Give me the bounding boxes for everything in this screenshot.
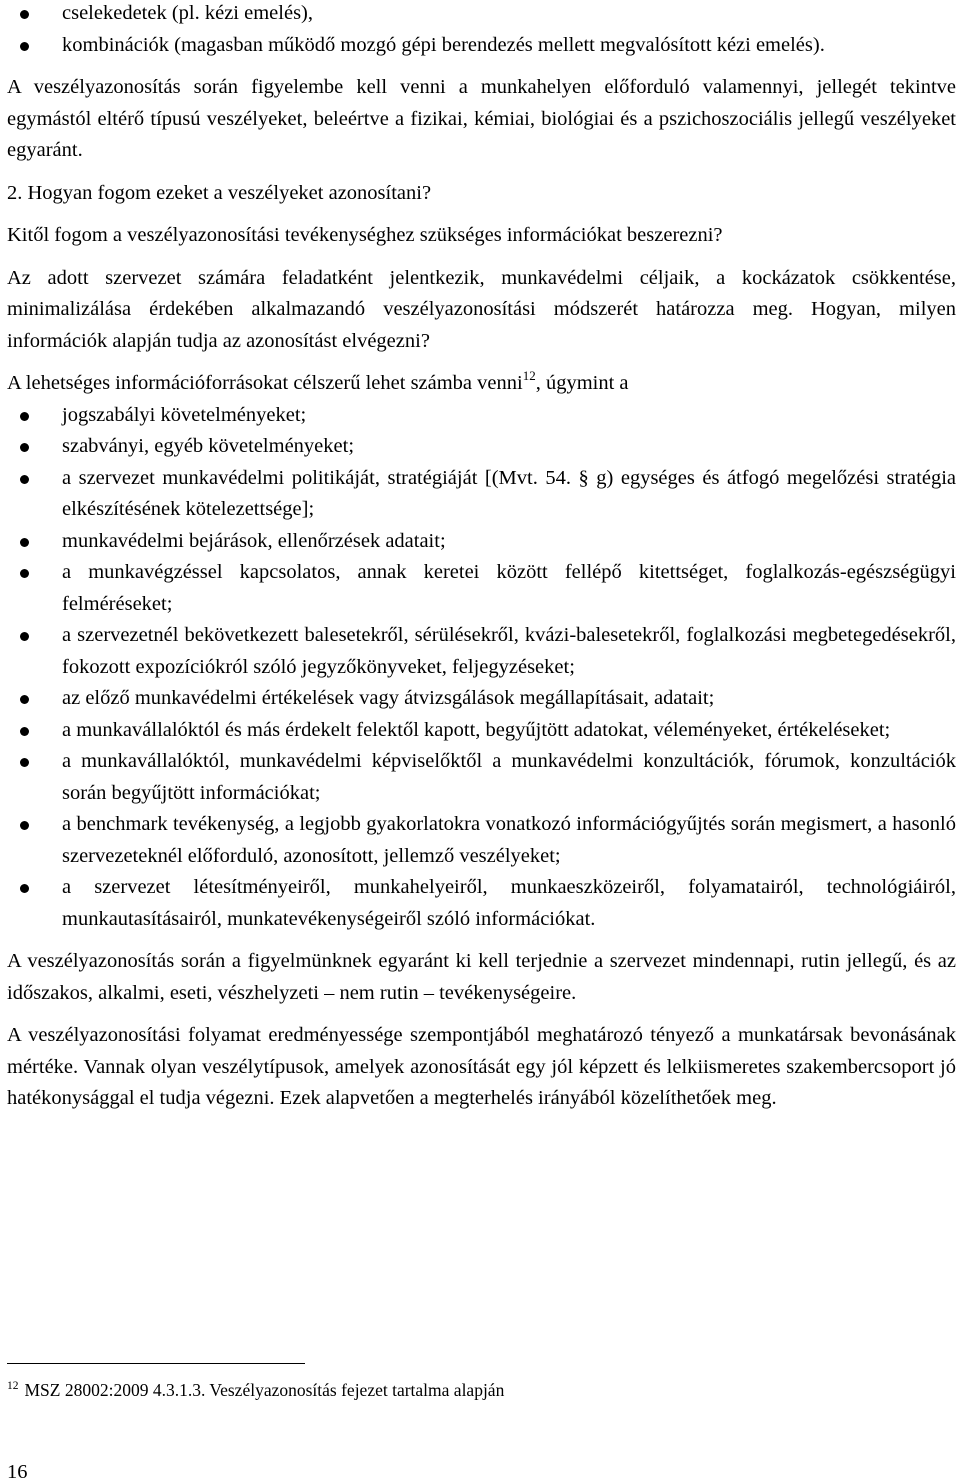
list-item: munkavédelmi bejárások, ellenőrzések adatait; xyxy=(7,526,956,558)
top-bullet-list xyxy=(7,0,956,61)
list-item: a szervezetnél bekövetkezett balesetekről, sérülésekről, kvázi-balesetekről, foglalkozási megbetegedésekről, fokozott expozíciókról szóló jegyzőkönyveket, feljegyzéseket; xyxy=(7,620,956,683)
list-item: kombinációk (magasban működő mozgó gépi berendezés mellett megvalósított kézi emelés). xyxy=(7,30,956,62)
intro-text: A lehetséges információforrásokat célszerű lehet számba venni xyxy=(7,372,523,394)
paragraph-effectiveness: A veszélyazonosítási folyamat eredményessége szempontjából meghatározó tényező a munkatársak bevonásának mértéke. Vannak olyan veszélytípusok, amelyek azonosítását egy jól képzett és lelkiismeretes szakembercsoport jó hatékonysággal el tudja végezni. Ezek alapvetően a megterhelés irányából közelíthetőek meg. xyxy=(7,1024,956,1109)
information-sources-list xyxy=(7,400,956,936)
paragraph-organization: Az adott szervezet számára feladatként jelentkezik, munkavédelmi céljaik, a kockázatok csökkentése, minimalizálása érdekében alkalmazandó veszélyazonosítási módszerét határozza meg. Hogyan, milyen információk alapján tudja az azonosítást elvégezni? xyxy=(7,266,956,352)
list-item: szabványi, egyéb követelményeket; xyxy=(7,431,956,463)
list-item: jogszabályi követelményeket; xyxy=(7,400,956,432)
list-item: a munkavállalóktól, munkavédelmi képviselőktől a munkavédelmi konzultációk, fórumok, konzultációk során begyűjtött információkat; xyxy=(7,746,956,809)
list-item: cselekedetek (pl. kézi emelés), xyxy=(7,0,956,30)
list-item: az előző munkavédelmi értékelések vagy átvizsgálások megállapításait, adatait; xyxy=(7,683,956,715)
list-item: a szervezet létesítményeiről, munkahelyeiről, munkaeszközeiről, folyamatairól, technológiáiról, munkautasításairól, munkatevékenységeiről szóló információkat. xyxy=(7,872,956,935)
footnote-separator xyxy=(7,1363,305,1364)
intro-text-end: , úgymint a xyxy=(535,372,629,394)
footnote-text: MSZ 28002:2009 4.3.1.3. Veszélyazonosítás fejezet tartalma alapján xyxy=(24,1380,505,1400)
footnote-reference: 12 xyxy=(522,368,536,383)
paragraph-scope: A veszélyazonosítás során a figyelmünknek egyaránt ki kell terjednie a szervezet mindennapi, rutin jellegű, és az időszakos, alkalmi, eseti, vészhelyzeti – nem rutin – tevékenységeire. xyxy=(7,950,956,1004)
question-text: Kitől fogom a veszélyazonosítási tevékenységhez szükséges információkat beszerezni? xyxy=(7,224,723,246)
page-content xyxy=(7,0,956,1115)
list-item: a benchmark tevékenység, a legjobb gyakorlatokra vonatkozó információgyűjtés során megismert, a hasonló szervezeteknél előforduló, azonosított, jellemző veszélyeket; xyxy=(7,809,956,872)
page-number: 16 xyxy=(7,1461,28,1483)
footnote-number: 12 xyxy=(7,1380,19,1392)
footnote xyxy=(7,1378,504,1402)
paragraph-sources-intro xyxy=(7,368,956,400)
list-item: a munkavégzéssel kapcsolatos, annak keretei között fellépő kitettséget, foglalkozás-egészségügyi felméréseket; xyxy=(7,557,956,620)
list-item: a szervezet munkavédelmi politikáját, stratégiáját [(Mvt. 54. § g) egységes és átfogó megelőzési stratégia elkészítésének kötelezettsége]; xyxy=(7,463,956,526)
paragraph-hazard-types: A veszélyazonosítás során figyelembe kell venni a munkahelyen előforduló valamennyi, jellegét tekintve egymástól eltérő típusú veszélyeket, beleértve a fizikai, kémiai, biológiai és a pszichoszociális jellegű veszélyeket egyaránt. xyxy=(7,76,956,161)
section-heading: 2. Hogyan fogom ezeket a veszélyeket azonosítani? xyxy=(7,181,432,204)
list-item: a munkavállalóktól és más érdekelt felektől kapott, begyűjtött adatokat, véleményeket, értékeléseket; xyxy=(7,715,956,747)
